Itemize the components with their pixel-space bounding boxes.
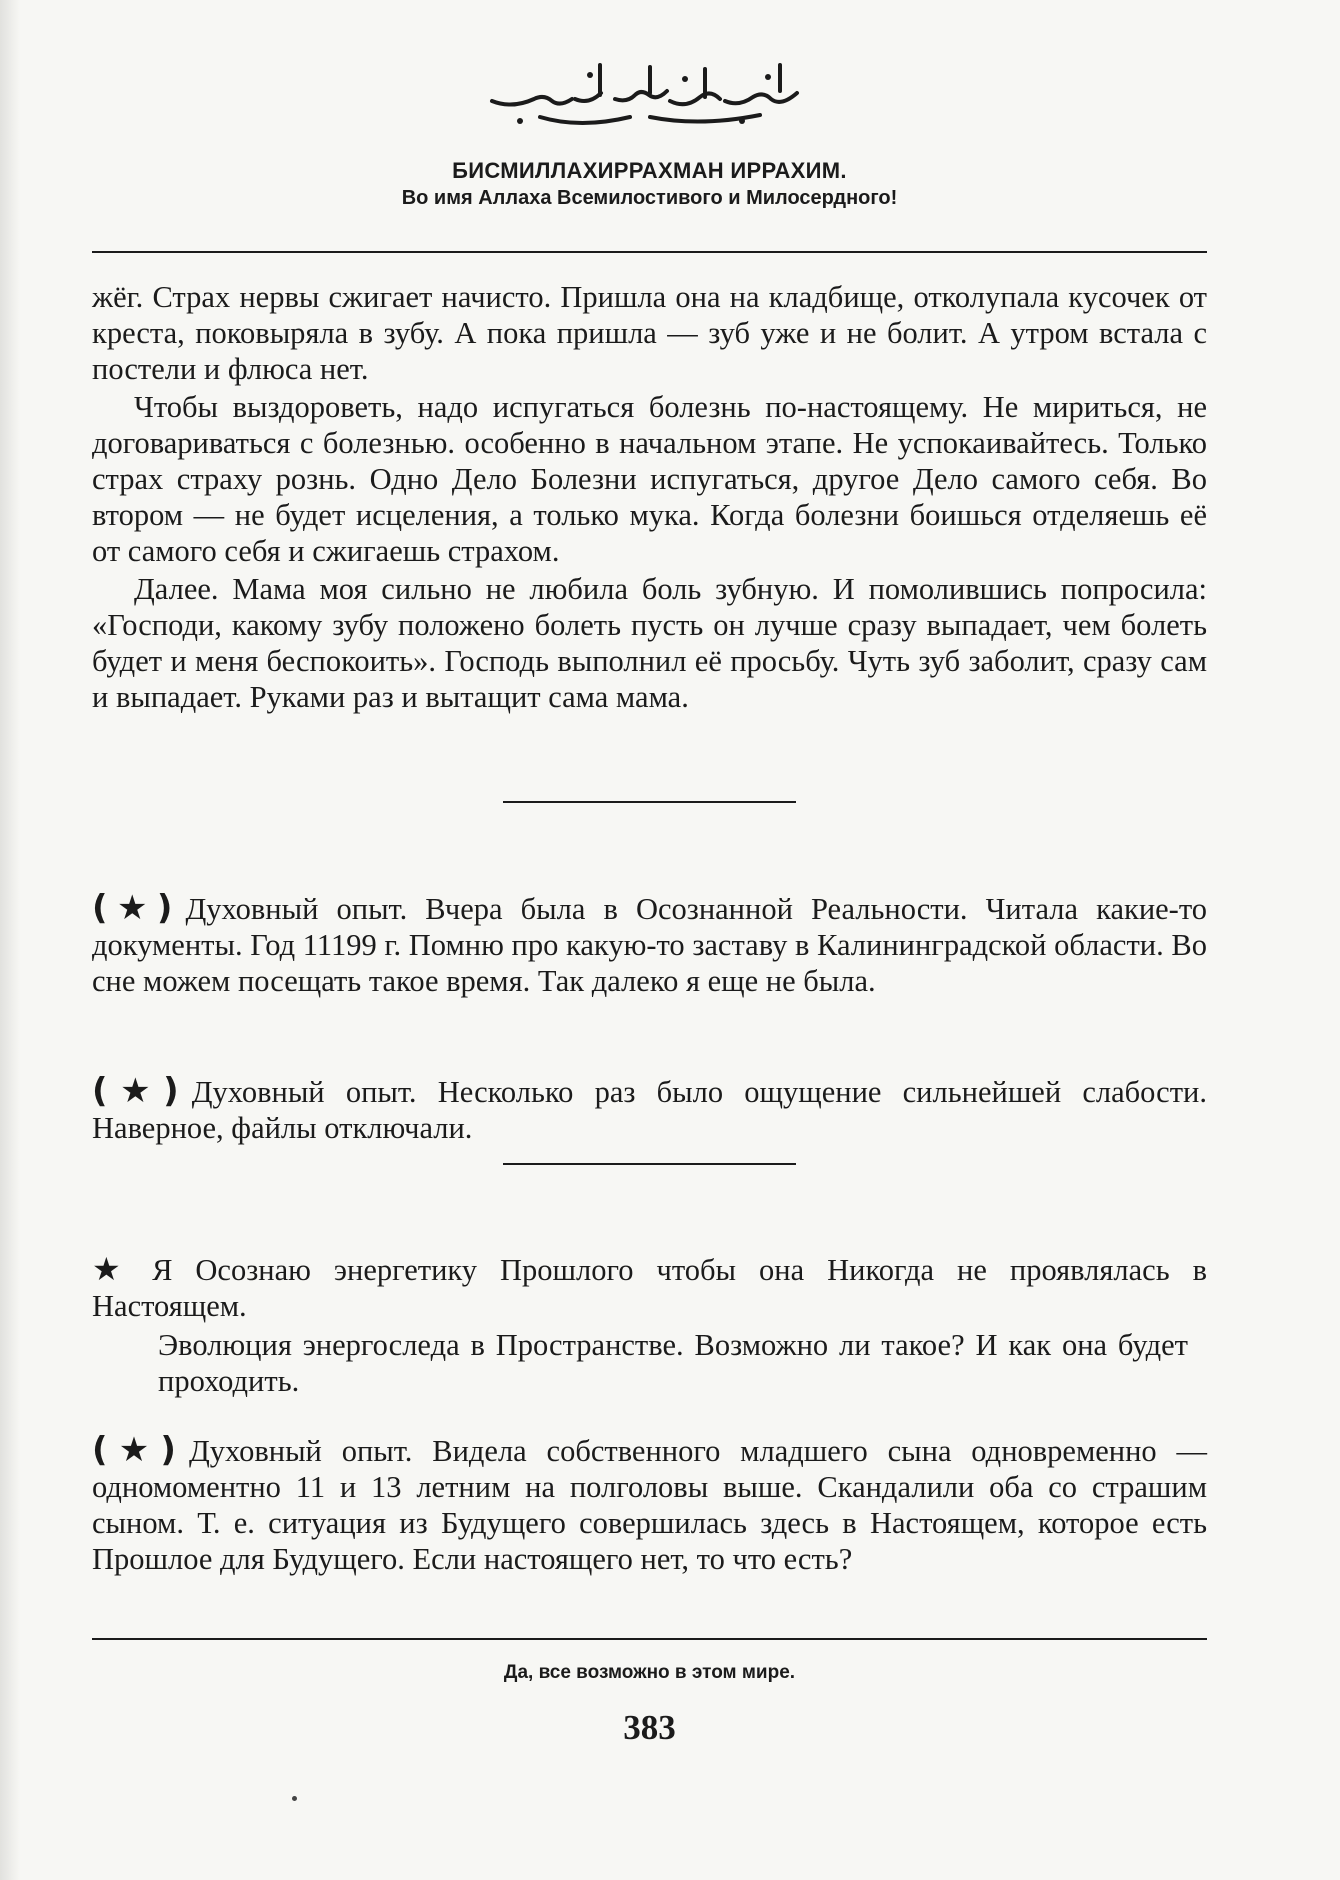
print-speck bbox=[292, 1796, 297, 1801]
svg-text:بِسْمِ اللهِ الرَّحْمٰنِ الرَّ: بِسْمِ اللهِ الرَّحْمٰنِ الرَّحِيْمِ bbox=[649, 133, 660, 134]
circled-star-icon: (★) bbox=[92, 888, 172, 928]
entry-text: Духовный опыт. Видела собственного младшего сына одновременно — одномоментно 11 и 13 летним на полголовы выше. Скандалили оба со страшим сыном. Т. е. ситуация из Будущего совершилась здесь в Настоящем, которое есть Прошлое для Будущего. Если настоящего нет, то что есть? bbox=[92, 1434, 1207, 1576]
paragraph: жёг. Страх нервы сжигает начисто. Пришла она на кладбище, отколупала кусочек от креста, поковыряла в зубу. А пока пришла — зуб уже и не болит. А утром встала с постели и флюса нет. bbox=[92, 280, 1207, 386]
circled-star-icon: (★) bbox=[92, 1071, 178, 1111]
bismillah-calligraphy bbox=[480, 55, 820, 135]
spiritual-entry bbox=[92, 890, 1207, 999]
question-text: Эволюция энергоследа в Пространстве. Возможно ли такое? И как она будет проходить. bbox=[158, 1328, 1188, 1398]
page-header bbox=[92, 55, 1207, 211]
section-tooth-story bbox=[92, 279, 1207, 715]
circled-star-icon: (★) bbox=[92, 1430, 175, 1470]
star-icon: ★ bbox=[92, 1250, 137, 1288]
paragraph: Далее. Мама моя сильно не любила боль зубную. И помолившись попросила: «Господи, какому зубу положено болеть пусть он лучше сразу выпадает, чем болеть будет и меня беспокоить». Господь выполнил её просьбу. Чуть зуб заболит, сразу сам и выпадает. Руками раз и вытащит сама мама. bbox=[92, 572, 1207, 714]
affirmation-entry bbox=[92, 1251, 1207, 1324]
page-edge-shadow bbox=[0, 0, 20, 1880]
page-number: 383 bbox=[623, 1708, 676, 1747]
entry-text: Духовный опыт. Несколько раз было ощущение сильнейшей слабости. Наверное, файлы отключали. bbox=[92, 1075, 1207, 1145]
section-separator bbox=[503, 801, 796, 803]
header-title: БИСМИЛЛАХИРРАХМАН ИРРАХИМ. bbox=[452, 158, 847, 183]
spiritual-entry bbox=[92, 1073, 1207, 1146]
section-separator bbox=[503, 1163, 796, 1165]
spiritual-entry bbox=[92, 1432, 1207, 1577]
footer-note: Да, все возможно в этом мире. bbox=[503, 1662, 796, 1683]
paragraph: Чтобы выздороветь, надо испугаться болезнь по-настоящему. Не мириться, не договариваться с болезнью. особенно в начальном этапе. Не успокаивайтесь. Только страх страху рознь. Одно Дело Болезни испугаться, другое Дело самого себя. Во втором — не будет исцеления, а только мука. Когда болезни боишься отделяешь её от самого себя и сжигаешь страхом. bbox=[92, 390, 1207, 568]
entry-text: Духовный опыт. Вчера была в Осознанной Реальности. Читала какие-то документы. Год 11199 г. Помню про какую-то заставу в Калининградской области. Во сне можем посещать такое время. Так далеко я еще не была. bbox=[92, 892, 1208, 998]
footer-divider bbox=[92, 1638, 1207, 1640]
header-subtitle: Во имя Аллаха Всемилостивого и Милосердного! bbox=[401, 187, 898, 209]
header-divider bbox=[92, 251, 1207, 253]
affirmation-text: Я Осознаю энергетику Прошлого чтобы она Никогда не проявлялась в Настоящем. bbox=[92, 1253, 1208, 1323]
